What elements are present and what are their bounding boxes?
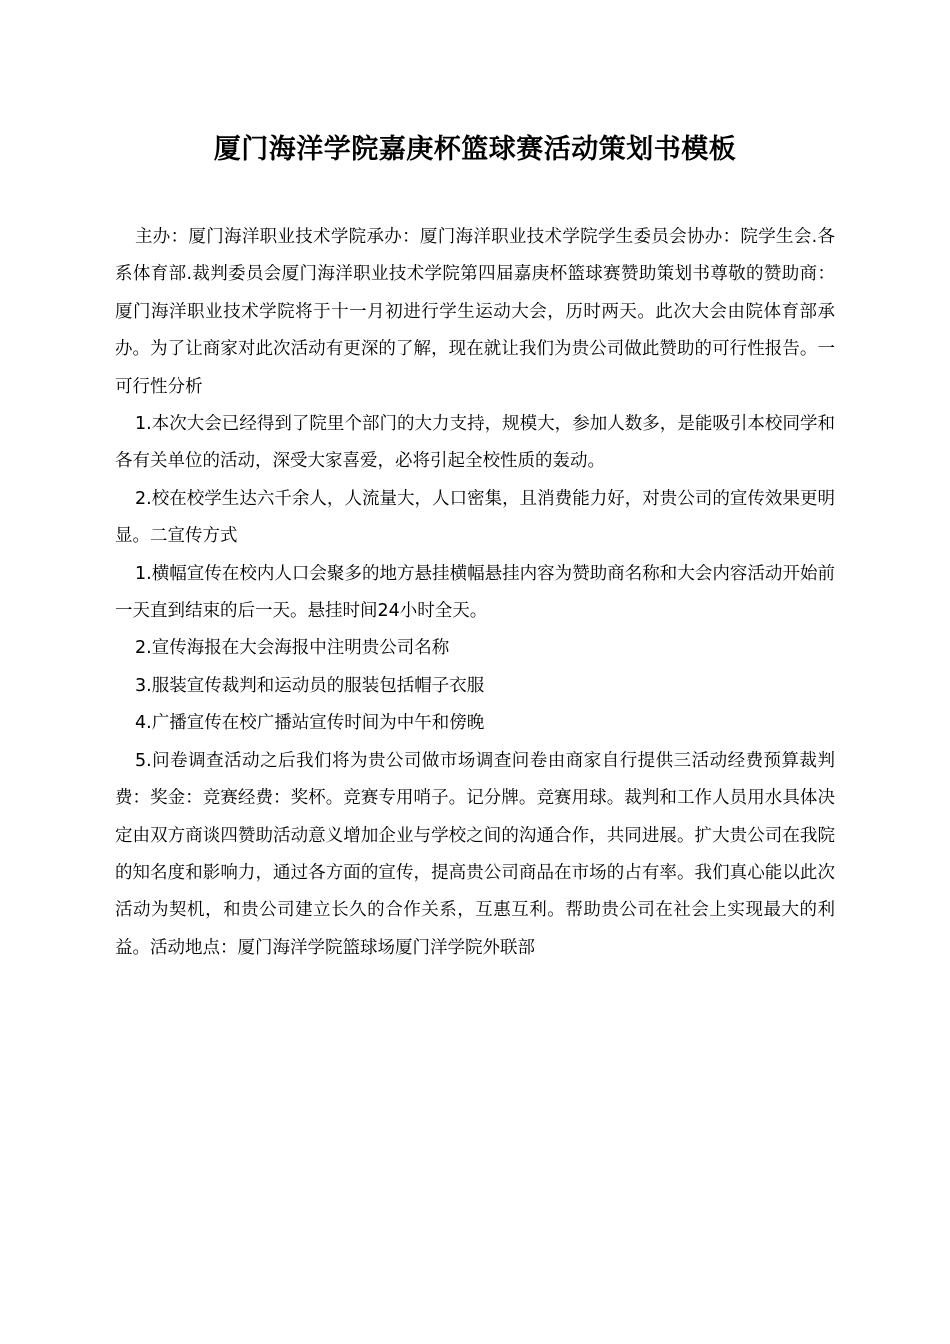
paragraph-feasibility-2: 2.校在校学生达六千余人，人流量大，人口密集，且消费能力好，对贵公司的宣传效果更明显。二宣传方式	[115, 488, 835, 547]
paragraph-promo-clothing: 3.服装宣传裁判和运动员的服装包括帽子衣服	[135, 675, 485, 696]
paragraph-promo-poster: 2.宣传海报在大会海报中注明贵公司名称	[135, 638, 450, 659]
paragraph-promo-banner: 1.横幅宣传在校内人口会聚多的地方悬挂横幅悬挂内容为赞助商名称和大会内容活动开始前一天直到结束的后一天。悬挂时间24小时全天。	[115, 563, 835, 622]
document-body	[115, 219, 835, 967]
paragraph-promo-radio: 4.广播宣传在校广播站宣传时间为中午和傍晚	[135, 713, 485, 734]
paragraph-survey-budget: 5.问卷调查活动之后我们将为贵公司做市场调查问卷由商家自行提供三活动经费预算裁判费：奖金：竞赛经费：奖杯。竞赛专用哨子。记分牌。竞赛用球。裁判和工作人员用水具体决定由双方商谈四赞助活动意义增加企业与学校之间的沟通合作，共同进展。扩大贵公司在我院的知名度和影响力，通过各方面的宣传，提高贵公司商品在市场的占有率。我们真心能以此次活动为契机，和贵公司建立长久的合作关系，互惠互利。帮助贵公司在社会上实现最大的利益。活动地点：厦门海洋学院篮球场厦门洋学院外联部	[115, 750, 835, 958]
document-title: 厦门海洋学院嘉庚杯篮球赛活动策划书模板	[213, 134, 737, 165]
paragraph-feasibility-1: 1.本次大会已经得到了院里个部门的大力支持，规模大，参加人数多，是能吸引本校同学和各有关单位的活动，深受大家喜爱，必将引起全校性质的轰动。	[115, 414, 835, 472]
paragraph-intro: 主办：厦门海洋职业技术学院承办：厦门海洋职业技术学院学生委员会协办：院学生会.各系体育部.裁判委员会厦门海洋职业技术学院第四届嘉庚杯篮球赛赞助策划书尊敬的赞助商：厦门海洋职业技术学院将于十一月初进行学生运动大会，历时两天。此次大会由院体育部承办。为了让商家对此次活动有更深的了解，现在就让我们为贵公司做此赞助的可行性报告。一可行性分析	[115, 227, 835, 397]
